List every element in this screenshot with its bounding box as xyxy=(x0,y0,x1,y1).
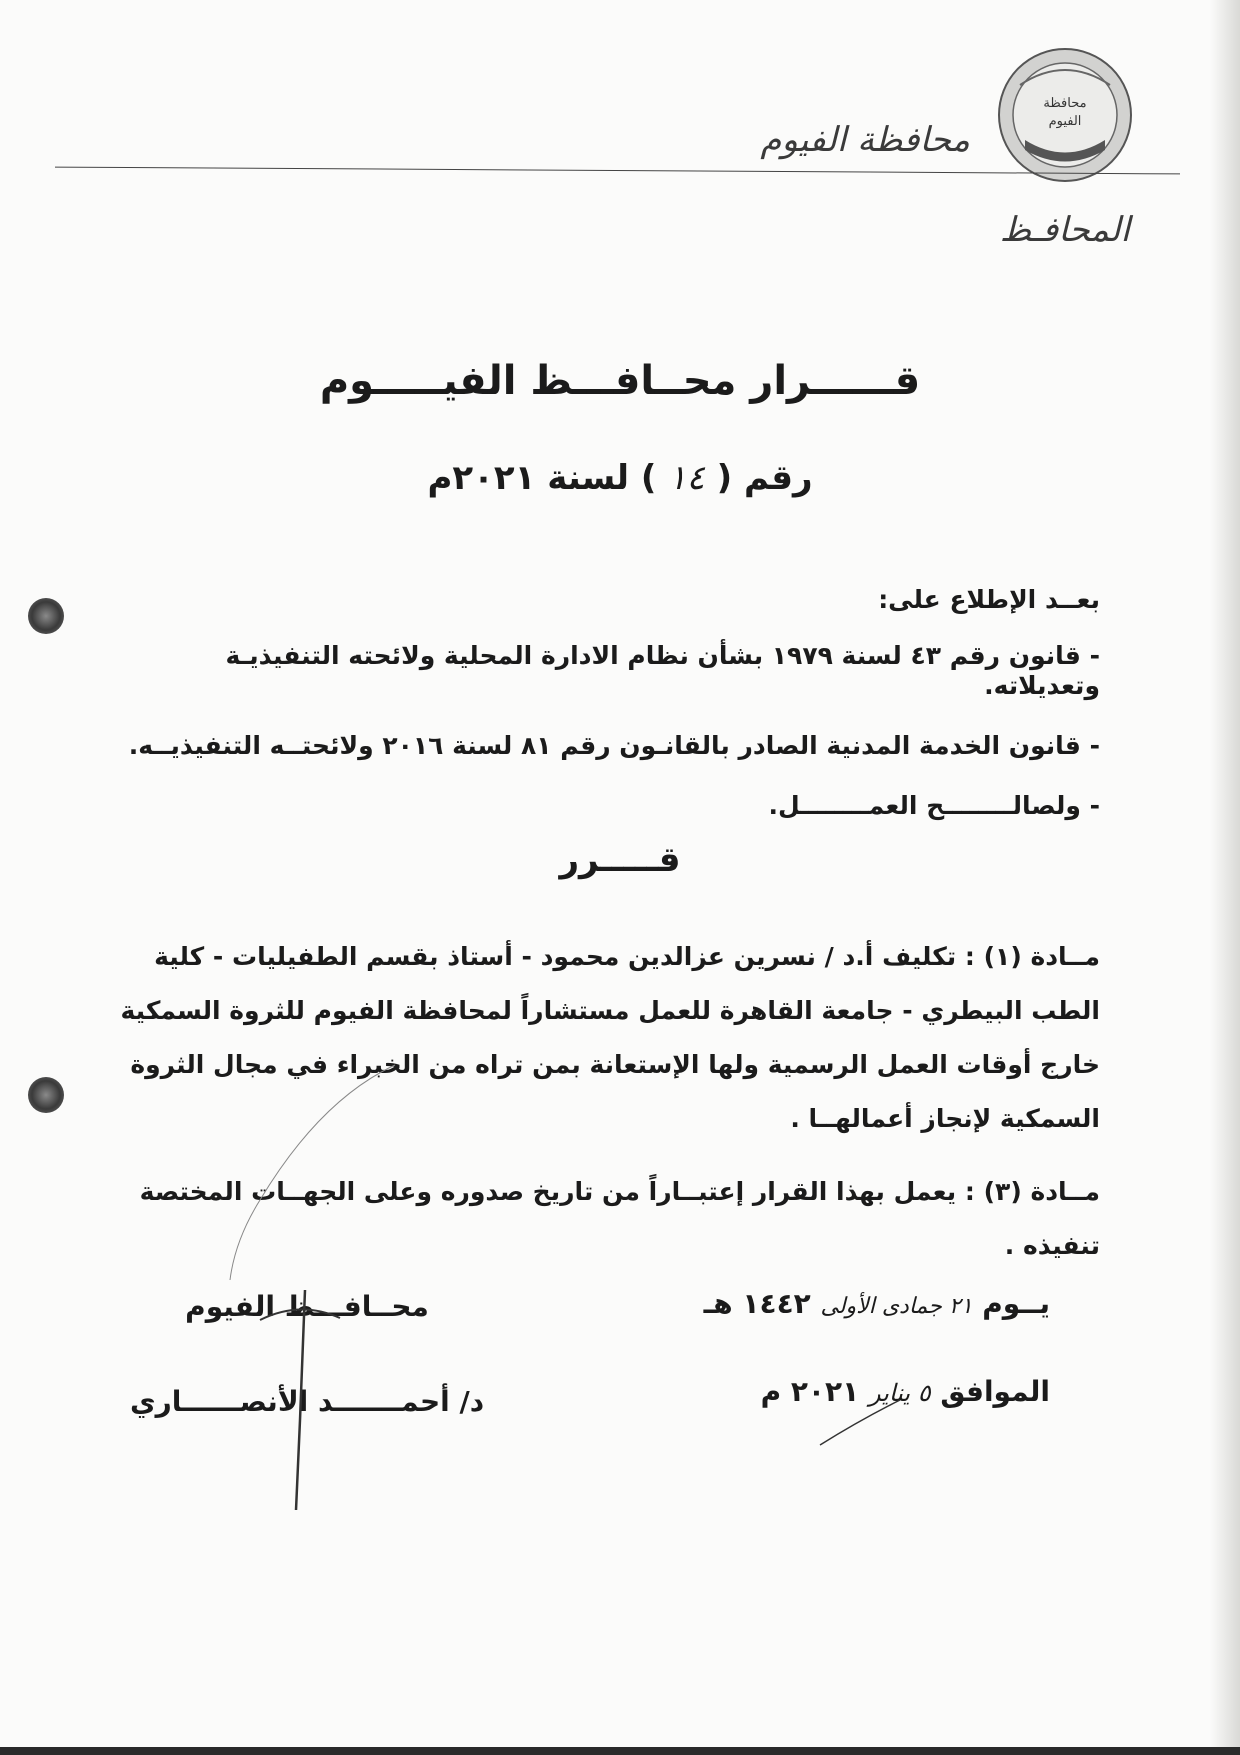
gregorian-date-handwritten: ٥ يناير xyxy=(868,1379,931,1407)
preamble-item: - ولصالــــــــح العمــــــــل. xyxy=(768,791,1100,820)
decree-number-suffix: ) لسنة ٢٠٢١م xyxy=(427,458,657,498)
preamble-item: - قانون رقم ٤٣ لسنة ١٩٧٩ بشأن نظام الادارة المحلية ولائحته التنفيذيـة وتعديلاته. xyxy=(225,641,1100,700)
article-text: يعمل بهذا القرار إعتبــاراً من تاريخ صدوره وعلى الجهــات المختصة تنفيذه . xyxy=(139,1177,1100,1260)
scan-bottom-edge xyxy=(0,1747,1240,1755)
preamble-intro: بعــد الإطلاع على: xyxy=(878,585,1100,614)
decree-number-prefix: رقم ( xyxy=(716,458,813,498)
article-text: تكليف أ.د / نسرين عزالدين محمود - أستاذ بقسم الطفيليات - كلية الطب البيطري - جامعة القاهرة للعمل مستشاراً لمحافظة الفيوم للثروة السمكية خارج أوقات العمل الرسمية ولها الإستعانة بمن تراه من الخبراء في مجال الثروة السمكية لإنجاز أعمالهــا . xyxy=(120,942,1100,1133)
gregorian-date-year: ٢٠٢١ م xyxy=(760,1375,860,1408)
decree-number xyxy=(0,458,1240,498)
hijri-date-handwritten: ٢١ جمادى الأولى xyxy=(820,1294,973,1319)
article-label: مــادة (١) : xyxy=(964,942,1100,971)
date-block xyxy=(703,1287,1050,1408)
punch-hole xyxy=(28,598,64,634)
preamble xyxy=(120,585,1100,851)
svg-text:محافظة: محافظة xyxy=(1043,96,1087,111)
decided-heading: قـــــرر xyxy=(559,840,681,880)
gregorian-date-prefix: الموافق xyxy=(940,1375,1050,1408)
article-1 xyxy=(78,930,1100,1146)
punch-hole xyxy=(28,1077,64,1113)
hijri-date-prefix: يــوم xyxy=(982,1287,1050,1320)
signatory-block xyxy=(130,1290,484,1418)
decree-number-handwritten: ١٤ xyxy=(668,458,705,498)
article-label: مــادة (٣) : xyxy=(964,1177,1100,1206)
gregorian-date xyxy=(704,1375,1050,1408)
scan-edge-shadow xyxy=(1210,0,1240,1755)
governorate-seal-icon xyxy=(995,45,1135,185)
signatory-title: محــافـــظ الفيوم xyxy=(185,1290,429,1323)
preamble-item: - قانون الخدمة المدنية الصادر بالقانـون رقم ٨١ لسنة ٢٠١٦ ولائحتــه التنفيذيــه. xyxy=(128,731,1100,760)
decree-title: قــــــرار محــافـــظ الفيـــــوم xyxy=(319,358,921,404)
header-office-label: المحافـظ xyxy=(999,210,1130,250)
hijri-date-year: ١٤٤٢ هـ xyxy=(703,1287,811,1320)
header-title: محافظة الفيوم xyxy=(760,120,970,160)
hijri-date xyxy=(703,1287,1050,1320)
svg-text:الفيوم: الفيوم xyxy=(1048,114,1082,129)
article-3 xyxy=(78,1165,1100,1273)
signatory-name: د/ أحمـــــــد الأنصــــــاري xyxy=(130,1385,485,1418)
